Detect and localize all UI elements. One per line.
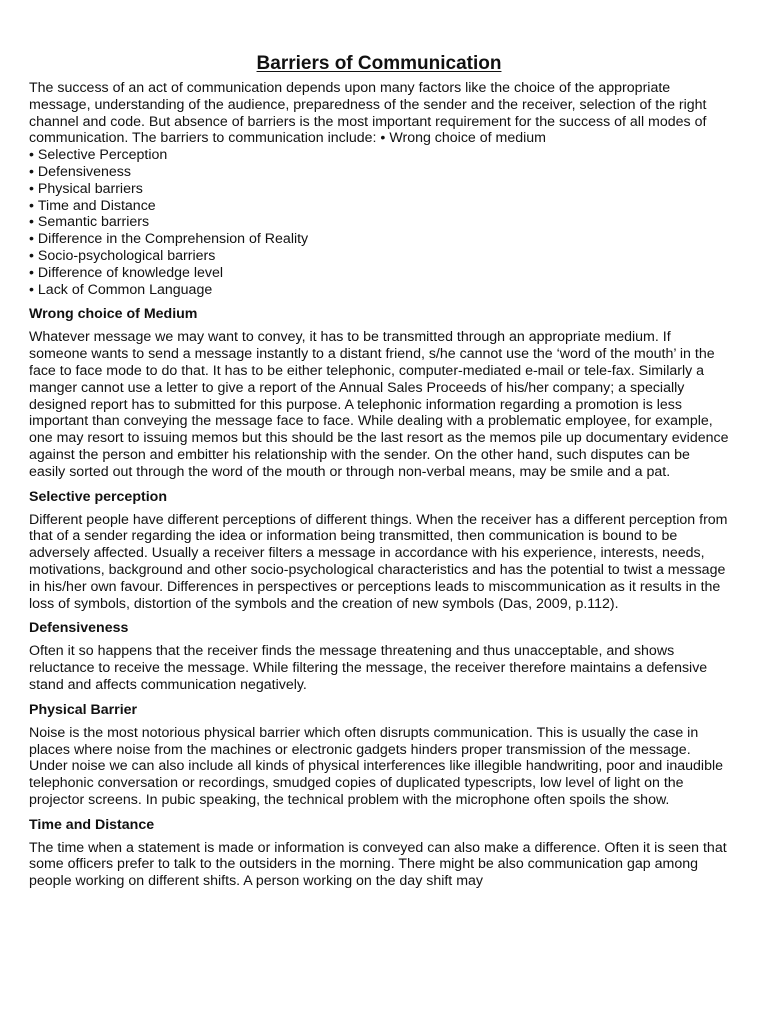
section-physical-barrier [29, 702, 729, 809]
section-body: Different people have different perceptions of different things. When the receiver has a different perception from that of a sender regarding the idea or information being transmitted, then communication is bound to be adversely affected. Usually a receiver filters a message in accordance with his experience, interests, needs, motivations, background and other socio-psychological characteristics and has the potential to twist a message in his/her own favour. Differences in perspectives or perceptions leads to miscommunication as it results in the loss of symbols, distortion of the symbols and the creation of new symbols (Das, 2009, p.112). [29, 511, 728, 612]
barrier-item: • Selective Perception [29, 147, 729, 164]
barrier-item: • Defensiveness [29, 164, 729, 181]
section-heading: Defensiveness [29, 620, 129, 637]
barrier-list [29, 147, 729, 298]
section-body: Often it so happens that the receiver finds the message threatening and thus unacceptable, and shows reluctance to receive the message. While filtering the message, the receiver therefore maintains a defensive stand and affects communication negatively. [29, 643, 708, 693]
section-body: The time when a statement is made or information is conveyed can also make a difference. Often it is seen that some officers prefer to talk to the outsiders in the morning. There might be also communication gap among people working on different shifts. A person working on the day shift may [29, 839, 727, 890]
section-body: Whatever message we may want to convey, it has to be transmitted through an appropriate medium. If someone wants to send a message instantly to a distant friend, s/he cannot use the ‘word of the mouth’ in the face to face mode to do that. It has to be either telephonic, computer-mediated e-mail or tele-fax. Similarly a manger cannot use a letter to give a report of the Annual Sales Proceeds of his/her company; a specially designed report has to submitted for this purpose. A telephonic information regarding a promotion is less important than conveying the message face to face. While dealing with a problematic employee, for example, one may resort to issuing memos but this should be the last resort as the memos pile up documentary evidence against the person and embitter his relationship with the sender. On the other hand, such disputes can be easily sorted out through the word of the mouth or through non-verbal means, may be smile and a pat. [29, 329, 729, 480]
section-time-distance [29, 817, 729, 890]
barrier-item: • Difference of knowledge level [29, 265, 729, 282]
barrier-item: • Semantic barriers [29, 214, 729, 231]
section-heading: Selective perception [29, 488, 167, 505]
document-page [29, 52, 729, 890]
barrier-item: • Difference in the Comprehension of Reality [29, 231, 729, 248]
barrier-item: • Time and Distance [29, 198, 729, 215]
intro-paragraph: The success of an act of communication depends upon many factors like the choice of the appropriate message, understanding of the audience, preparedness of the sender and the receiver, selection of the right channel and code. But absence of barriers is the most important requirement for the success of all modes of communication. The barriers to communication include: • Wrong choice of medium [29, 80, 707, 147]
barrier-item: • Physical barriers [29, 181, 729, 198]
section-body: Noise is the most notorious physical barrier which often disrupts communication. This is usually the case in places where noise from the machines or electronic gadgets hinders proper transmission of the message. Under noise we can also include all kinds of physical interferences like illegible handwriting, poor and inaudible telephonic conversation or recordings, smudged copies of duplicated typescripts, low level of light on the projector screens. In pubic speaking, the technical problem with the microphone often spoils the show. [29, 724, 724, 808]
section-selective-perception [29, 489, 729, 613]
section-wrong-medium [29, 306, 729, 480]
section-heading: Time and Distance [29, 816, 155, 833]
barrier-item: • Socio-psychological barriers [29, 248, 729, 265]
section-heading: Wrong choice of Medium [29, 306, 198, 323]
document-title: Barriers of Communication [256, 53, 502, 74]
section-defensiveness [29, 620, 729, 693]
barrier-item: • Lack of Common Language [29, 282, 729, 299]
section-heading: Physical Barrier [29, 701, 138, 718]
